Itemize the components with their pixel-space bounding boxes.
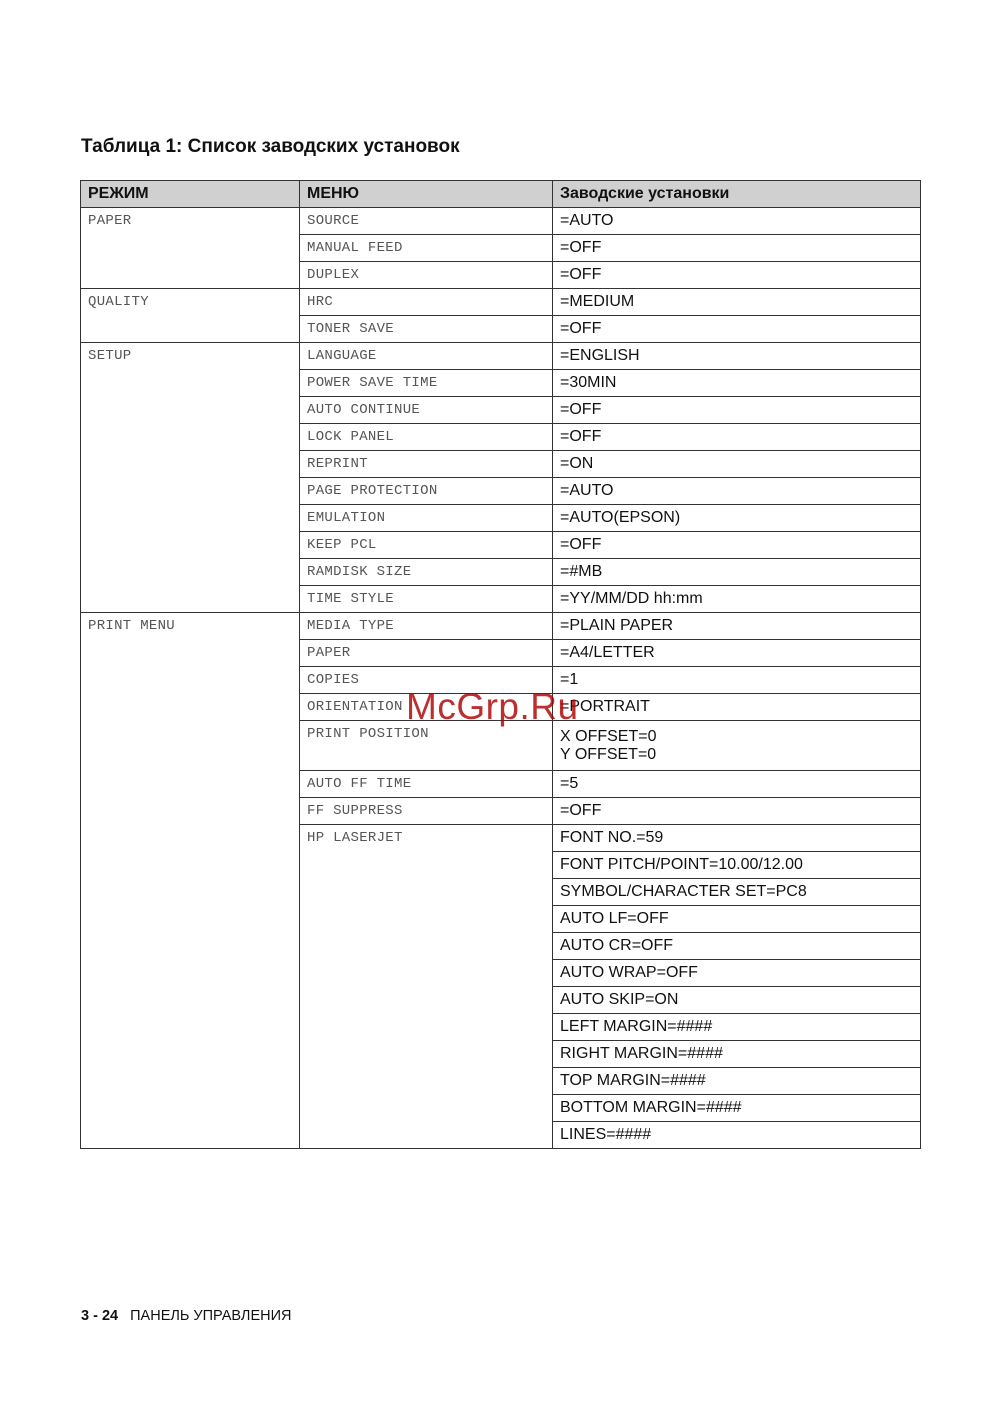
value-line: =OFF xyxy=(560,428,602,445)
value-line: =AUTO(EPSON) xyxy=(560,509,681,526)
menu-cell: POWER SAVE TIME xyxy=(300,370,553,397)
value-cell xyxy=(553,478,921,505)
table-header-row xyxy=(81,181,921,208)
page-number: 3 - 24 xyxy=(81,1308,119,1324)
watermark-logo: McGrp.Ru xyxy=(406,686,579,727)
value-cell xyxy=(553,694,921,721)
value-cell xyxy=(553,640,921,667)
menu-cell: LANGUAGE xyxy=(300,343,553,370)
value-cell xyxy=(553,397,921,424)
value-line: =PORTRAIT xyxy=(560,698,650,715)
menu-cell: HRC xyxy=(300,289,553,316)
value-cell: RIGHT MARGIN=#### xyxy=(553,1041,921,1068)
menu-cell: EMULATION xyxy=(300,505,553,532)
value-line: =5 xyxy=(560,775,579,792)
value-cell: AUTO CR=OFF xyxy=(553,933,921,960)
menu-cell: DUPLEX xyxy=(300,262,553,289)
value-line: =30MIN xyxy=(560,374,617,391)
value-cell xyxy=(553,424,921,451)
value-line: =ON xyxy=(560,455,594,472)
value-line: =MEDIUM xyxy=(560,293,635,310)
mode-cell: QUALITY xyxy=(81,289,300,343)
value-line: =1 xyxy=(560,671,579,688)
menu-cell: LOCK PANEL xyxy=(300,424,553,451)
value-cell xyxy=(553,798,921,825)
value-cell: LEFT MARGIN=#### xyxy=(553,1014,921,1041)
value-line: =OFF xyxy=(560,802,602,819)
menu-cell: SOURCE xyxy=(300,208,553,235)
value-cell: SYMBOL/CHARACTER SET=PC8 xyxy=(553,879,921,906)
value-cell xyxy=(553,316,921,343)
table-row xyxy=(81,208,921,235)
value-cell xyxy=(553,667,921,694)
value-cell: LINES=#### xyxy=(553,1122,921,1149)
menu-cell: FF SUPPRESS xyxy=(300,798,553,825)
value-line: =YY/MM/DD hh:mm xyxy=(560,590,703,607)
value-cell xyxy=(553,208,921,235)
value-cell xyxy=(553,451,921,478)
table-body xyxy=(81,208,921,1149)
header-factory-settings: Заводские установки xyxy=(553,181,921,208)
menu-cell: REPRINT xyxy=(300,451,553,478)
value-cell: AUTO SKIP=ON xyxy=(553,987,921,1014)
menu-cell: PRINT POSITION xyxy=(300,721,553,771)
menu-cell: RAMDISK SIZE xyxy=(300,559,553,586)
value-cell xyxy=(553,262,921,289)
menu-cell: HP LASERJET xyxy=(300,825,553,1149)
value-cell xyxy=(553,343,921,370)
menu-cell: KEEP PCL xyxy=(300,532,553,559)
header-menu: МЕНЮ xyxy=(300,181,553,208)
value-line: =PLAIN PAPER xyxy=(560,617,674,634)
value-cell xyxy=(553,370,921,397)
section-name: ПАНЕЛЬ УПРАВЛЕНИЯ xyxy=(130,1308,292,1324)
value-line: =#MB xyxy=(560,563,603,580)
value-line: =AUTO xyxy=(560,482,614,499)
value-cell xyxy=(553,559,921,586)
header-mode: РЕЖИМ xyxy=(81,181,300,208)
mode-cell: SETUP xyxy=(81,343,300,613)
value-line: =OFF xyxy=(560,266,602,283)
menu-cell: AUTO CONTINUE xyxy=(300,397,553,424)
value-cell: FONT PITCH/POINT=10.00/12.00 xyxy=(553,852,921,879)
value-line: =OFF xyxy=(560,536,602,553)
value-cell xyxy=(553,721,921,771)
value-line: =OFF xyxy=(560,239,602,256)
menu-cell: TONER SAVE xyxy=(300,316,553,343)
value-cell: BOTTOM MARGIN=#### xyxy=(553,1095,921,1122)
page-footer xyxy=(81,1308,292,1324)
table-row xyxy=(81,289,921,316)
value-line: =A4/LETTER xyxy=(560,644,655,661)
value-cell xyxy=(553,613,921,640)
factory-settings-table xyxy=(80,180,921,1149)
table-row xyxy=(81,613,921,640)
value-cell: FONT NO.=59 xyxy=(553,825,921,852)
value-cell: AUTO LF=OFF xyxy=(553,906,921,933)
menu-cell: ORIENTATION xyxy=(300,694,553,721)
value-cell: TOP MARGIN=#### xyxy=(553,1068,921,1095)
table-row xyxy=(81,343,921,370)
menu-cell: MEDIA TYPE xyxy=(300,613,553,640)
value-cell xyxy=(553,771,921,798)
value-cell xyxy=(553,505,921,532)
mode-cell: PRINT MENU xyxy=(81,613,300,1149)
value-cell: AUTO WRAP=OFF xyxy=(553,960,921,987)
value-line: =AUTO xyxy=(560,212,614,229)
value-cell xyxy=(553,289,921,316)
value-cell xyxy=(553,586,921,613)
menu-cell: PAPER xyxy=(300,640,553,667)
menu-cell: MANUAL FEED xyxy=(300,235,553,262)
menu-cell: TIME STYLE xyxy=(300,586,553,613)
value-cell xyxy=(553,532,921,559)
table-title: Таблица 1: Список заводских установок xyxy=(81,136,460,157)
menu-cell: COPIES xyxy=(300,667,553,694)
value-line: X OFFSET=0 xyxy=(560,727,657,745)
value-line: Y OFFSET=0 xyxy=(560,745,657,763)
menu-cell: PAGE PROTECTION xyxy=(300,478,553,505)
menu-cell: AUTO FF TIME xyxy=(300,771,553,798)
value-line: =ENGLISH xyxy=(560,347,640,364)
value-line: =OFF xyxy=(560,401,602,418)
value-line: =OFF xyxy=(560,320,602,337)
value-cell xyxy=(553,235,921,262)
mode-cell: PAPER xyxy=(81,208,300,289)
